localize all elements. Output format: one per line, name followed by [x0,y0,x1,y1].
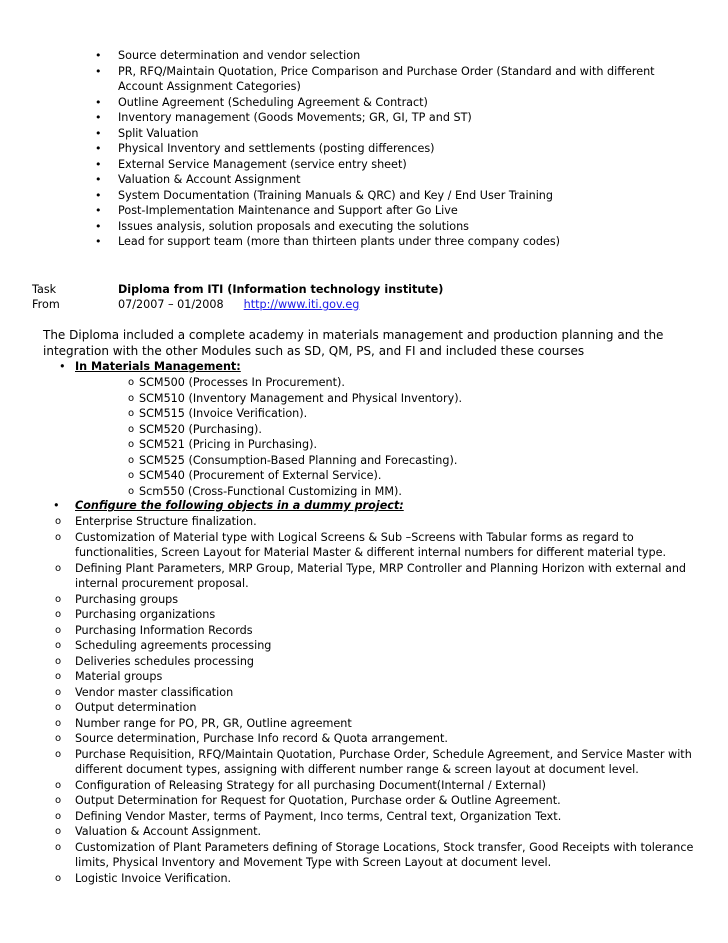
circle-bullet-icon: o [55,810,62,822]
list-item [0,747,728,778]
list-item [0,391,728,407]
circle-bullet-icon: o [55,841,62,853]
list-item [0,793,728,809]
circle-bullet-icon: o [128,392,135,404]
configure-heading: • Configure the following objects in a dummy project: [53,499,404,512]
list-item-text: Lead for support team (more than thirteen plants under three company codes) [118,235,561,248]
bullet-icon: • [53,499,60,512]
list-item-text: Issues analysis, solution proposals and executing the solutions [118,219,469,233]
bullet-icon: • [95,64,102,78]
circle-bullet-icon: o [55,733,62,744]
from-value [118,297,359,312]
bullet-icon: • [95,126,102,140]
list-item [0,514,728,530]
circle-bullet-icon: o [55,717,62,729]
list-item-text: Output determination [75,701,197,714]
list-item-text: Customization of Material type with Logical Screens & Sub –Screens with Tabular forms as regard to functionalities, Screen Layout for Material Master & different internal numbers for different material type. [75,530,667,559]
circle-bullet-icon: o [128,408,135,419]
list-item [0,48,728,64]
list-item-text: Defining Plant Parameters, MRP Group, Material Type, MRP Controller and Planning Horizon with external and internal procurement proposal. [75,561,687,590]
skills-bullet-list [0,48,728,250]
list-item [0,468,728,484]
list-item-text: External Service Management (service entry sheet) [118,157,407,171]
list-item-text: Number range for PO, PR, GR, Outline agreement [75,716,352,730]
list-item [0,778,728,794]
circle-bullet-icon: o [128,439,135,450]
bullet-icon: • [95,95,102,109]
list-item [0,95,728,111]
from-row [32,297,692,312]
list-item-text: Purchasing Information Records [75,623,253,637]
task-row [32,282,692,297]
circle-bullet-icon: o [128,423,135,435]
list-item [0,484,728,500]
list-item-text: Deliveries schedules processing [75,654,255,668]
bullet-icon: • [95,188,102,202]
list-item [0,669,728,685]
from-label: From [32,298,60,311]
materials-management-heading: • In Materials Management: [59,360,241,373]
list-item [0,824,728,840]
list-item-text: Split Valuation [118,126,199,140]
list-item [0,638,728,654]
list-item [0,809,728,825]
list-item [0,731,728,747]
scm-course-list [0,375,728,499]
circle-bullet-icon: o [55,640,62,651]
list-item-text: Vendor master classification [75,685,234,699]
diploma-description: The Diploma included a complete academy in materials management and production planning and the integration with the other Modules such as SD, QM, PS, and FI and included these courses [43,328,664,358]
bullet-icon: • [95,173,102,186]
circle-bullet-icon: o [55,593,62,605]
bullet-icon: • [95,235,102,248]
list-item [0,234,728,250]
list-item-text: SCM521 (Pricing in Purchasing). [139,438,317,451]
list-item [0,685,728,701]
list-item-text: Source determination and vendor selection [118,49,361,62]
list-item-text: Logistic Invoice Verification. [75,871,232,885]
list-item-text: Purchasing organizations [75,608,216,621]
list-item [0,126,728,142]
circle-bullet-icon: o [55,748,62,760]
bullet-icon: • [95,157,102,171]
list-item-text: Purchase Requisition, RFQ/Maintain Quotation, Purchase Order, Schedule Agreement, and Service Master with different document types, assigning with different number range & screen layout at document level. [75,747,692,776]
task-label: Task [32,283,57,296]
list-item [0,871,728,887]
list-item [0,654,728,670]
list-item-text: Scheduling agreements processing [75,639,272,652]
configure-objects-list [0,514,728,886]
list-item [0,840,728,871]
list-item-text: Defining Vendor Master, terms of Payment, Inco terms, Central text, Organization Text. [75,809,562,823]
list-item [0,172,728,188]
list-item [0,141,728,157]
circle-bullet-icon: o [55,609,62,620]
list-item [0,219,728,235]
circle-bullet-icon: o [128,377,135,388]
list-item-text: SCM520 (Purchasing). [139,422,262,436]
list-item-text: PR, RFQ/Maintain Quotation, Price Comparison and Purchase Order (Standard and with different Account Assignment Categories) [118,64,655,93]
list-item-text: Scm550 (Cross-Functional Customizing in MM). [139,484,402,498]
list-item-text: Inventory management (Goods Movements; GR, GI, TP and ST) [118,111,472,124]
bullet-icon: • [95,142,102,155]
circle-bullet-icon: o [55,872,62,884]
list-item-text: Post-Implementation Maintenance and Support after Go Live [118,204,458,217]
list-item-text: SCM515 (Invoice Verification). [139,407,308,420]
list-item-text: SCM500 (Processes In Procurement). [139,376,345,389]
bullet-icon: • [95,111,102,124]
list-item-text: Valuation & Account Assignment [118,173,301,186]
bullet-icon: • [59,360,66,373]
list-item-text: SCM510 (Inventory Management and Physical Inventory). [139,391,463,405]
circle-bullet-icon: o [128,470,135,481]
list-item [0,700,728,716]
list-item [0,422,728,438]
circle-bullet-icon: o [55,686,62,698]
circle-bullet-icon: o [128,485,135,497]
list-item-text: Purchasing groups [75,592,179,606]
bullet-icon: • [95,49,102,62]
list-item [0,530,728,561]
list-item [0,157,728,173]
circle-bullet-icon: o [55,516,62,527]
list-item [0,592,728,608]
circle-bullet-icon: o [55,671,62,682]
list-item [0,716,728,732]
circle-bullet-icon: o [55,531,62,543]
list-item [0,64,728,95]
list-item-text: Outline Agreement (Scheduling Agreement & Contract) [118,95,428,109]
list-item [0,406,728,422]
iti-website-link[interactable]: http://www.iti.gov.eg [243,298,360,311]
list-item [0,188,728,204]
list-item-text: SCM540 (Procurement of External Service). [139,469,382,482]
list-item [0,437,728,453]
circle-bullet-icon: o [55,779,62,791]
list-item [0,375,728,391]
task-value: Diploma from ITI (Information technology institute) [118,283,444,296]
list-item-text: Physical Inventory and settlements (posting differences) [118,142,435,155]
list-item-text: SCM525 (Consumption-Based Planning and Forecasting). [139,453,458,467]
bullet-icon: • [95,204,102,217]
circle-bullet-icon: o [55,624,62,636]
list-item [0,561,728,592]
list-item [0,203,728,219]
list-item-text: Source determination, Purchase Info record & Quota arrangement. [75,732,448,745]
circle-bullet-icon: o [55,655,62,667]
list-item [0,453,728,469]
list-item-text: Customization of Plant Parameters defining of Storage Locations, Stock transfer, Good Receipts with tolerance limits, Physical Inventory and Movement Type with Screen Layout at document level. [75,840,694,869]
circle-bullet-icon: o [55,562,62,574]
list-item [0,110,728,126]
list-item-text: Output Determination for Request for Quotation, Purchase order & Outline Agreement. [75,794,561,807]
list-item [0,607,728,623]
circle-bullet-icon: o [55,826,62,837]
list-item-text: Enterprise Structure finalization. [75,515,257,528]
bullet-icon: • [95,219,102,233]
circle-bullet-icon: o [55,702,62,713]
list-item-text: Valuation & Account Assignment. [75,825,262,838]
circle-bullet-icon: o [55,795,62,806]
list-item-text: Material groups [75,670,163,683]
list-item [0,623,728,639]
from-dates: 07/2007 – 01/2008 [118,298,224,311]
list-item-text: System Documentation (Training Manuals & QRC) and Key / End User Training [118,188,553,202]
circle-bullet-icon: o [128,454,135,466]
list-item-text: Configuration of Releasing Strategy for all purchasing Document(Internal / External) [75,778,546,792]
